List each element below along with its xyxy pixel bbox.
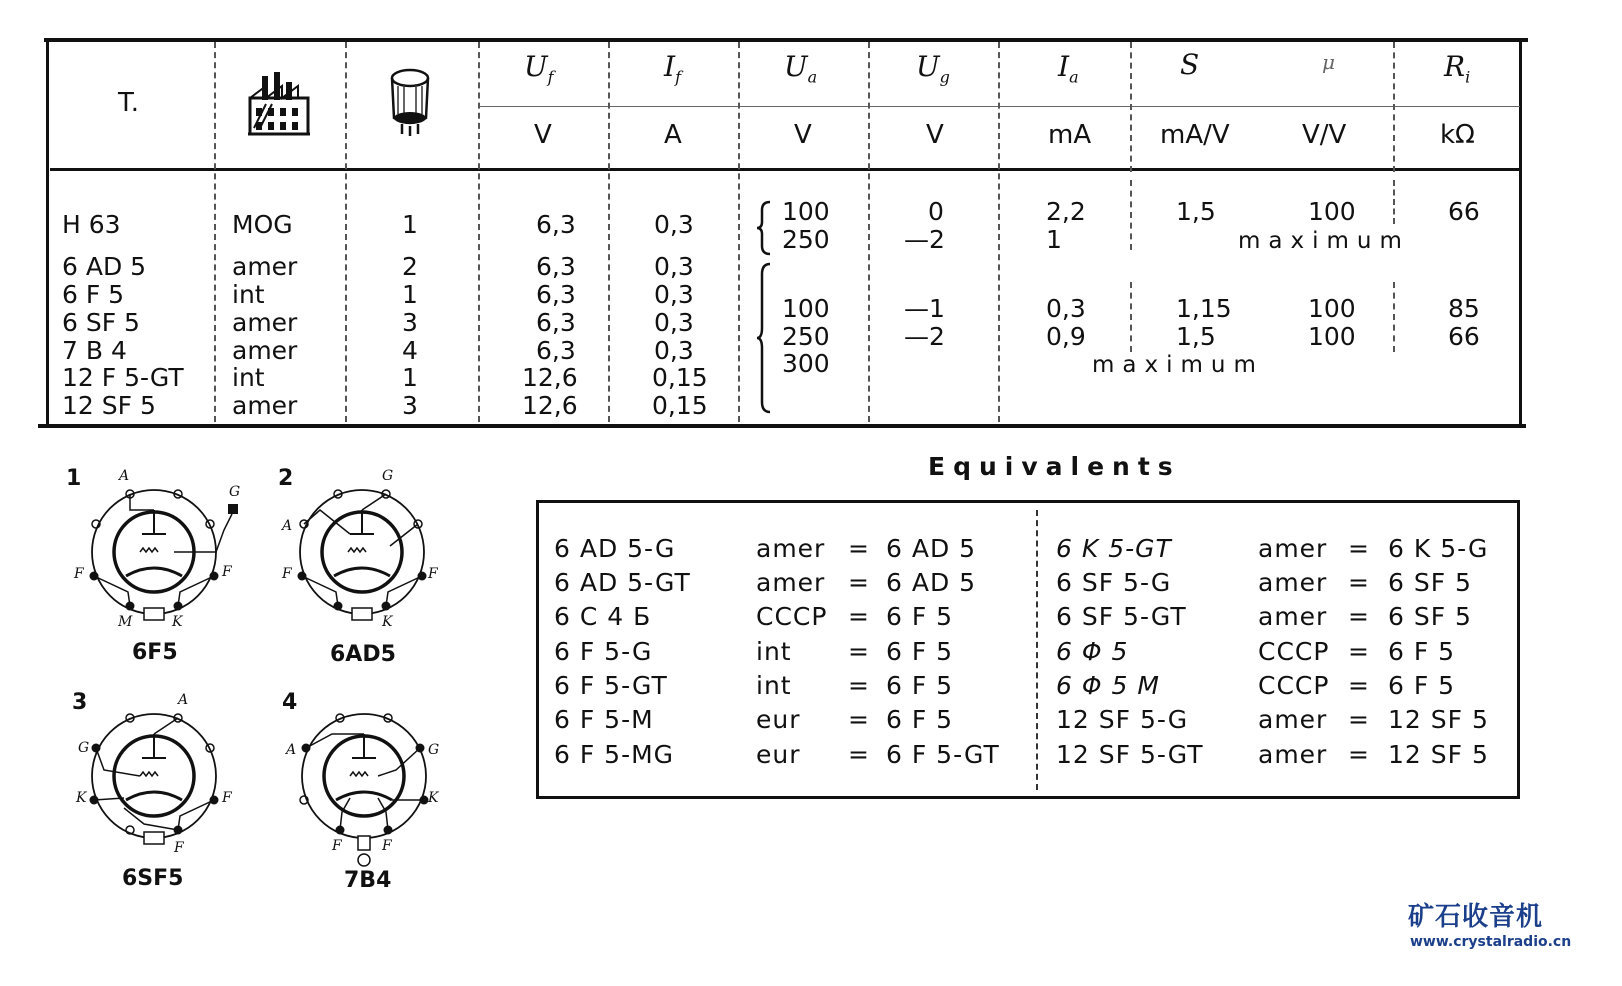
equiv-from: 12 SF 5-GT bbox=[1056, 740, 1204, 769]
pin-label: K bbox=[382, 614, 393, 630]
cell-uf: 12,6 bbox=[522, 363, 578, 392]
equiv-origin: int bbox=[756, 637, 792, 666]
equiv-to: 12 SF 5 bbox=[1388, 705, 1489, 734]
op1-ug-2: —2 bbox=[904, 225, 945, 254]
pin-label: F bbox=[282, 566, 292, 582]
col-divider bbox=[608, 42, 610, 422]
pin-label: F bbox=[428, 566, 438, 582]
header-type-label: T. bbox=[118, 88, 140, 118]
equiv-right-border bbox=[1517, 502, 1520, 798]
header-symbol-uf: $U_f$ bbox=[524, 50, 554, 87]
equiv-from: 6 AD 5-GT bbox=[554, 568, 691, 597]
equiv-bottom-rule bbox=[536, 796, 1520, 799]
header-symbol-if: $I_f$ bbox=[664, 50, 681, 87]
equiv-to: 6 F 5 bbox=[1388, 671, 1456, 700]
col-divider bbox=[868, 42, 870, 422]
col-divider bbox=[1130, 282, 1132, 352]
col-divider bbox=[738, 42, 740, 422]
diagram-number: 3 bbox=[72, 690, 88, 715]
op1-note: maximum bbox=[1238, 228, 1410, 254]
op2-s-2: 1,5 bbox=[1176, 322, 1216, 351]
equiv-to: 6 K 5-G bbox=[1388, 534, 1489, 563]
cell-base: 1 bbox=[402, 210, 418, 239]
pin-label: K bbox=[76, 790, 87, 806]
diagram-caption: 6F5 bbox=[132, 640, 178, 665]
pin-label: F bbox=[332, 838, 342, 854]
equiv-from: 6 F 5-MG bbox=[554, 740, 675, 769]
factory-icon bbox=[246, 68, 312, 136]
cell-type: H 63 bbox=[62, 210, 121, 239]
diagram-number: 4 bbox=[282, 690, 298, 715]
watermark-url: www.crystalradio.cn bbox=[1410, 934, 1572, 950]
equiv-to: 6 AD 5 bbox=[886, 568, 977, 597]
col-divider bbox=[1393, 180, 1395, 224]
diagram-caption: 7B4 bbox=[344, 868, 392, 893]
equiv-left-border bbox=[536, 502, 539, 798]
equiv-from: 6 Φ 5 bbox=[1056, 637, 1129, 666]
equiv-sign: = bbox=[1348, 705, 1370, 734]
equiv-sign: = bbox=[848, 637, 870, 666]
equiv-origin: amer bbox=[1258, 740, 1328, 769]
equiv-sign: = bbox=[848, 568, 870, 597]
pin-label: A bbox=[282, 518, 293, 534]
op2-ua-2: 250 bbox=[782, 322, 830, 351]
cell-base: 4 bbox=[402, 336, 418, 365]
equiv-sign: = bbox=[848, 534, 870, 563]
equiv-origin: CCCP bbox=[1258, 637, 1330, 666]
equiv-sign: = bbox=[1348, 637, 1370, 666]
equiv-to: 6 AD 5 bbox=[886, 534, 977, 563]
pin-label: A bbox=[119, 468, 130, 484]
op2-note: maximum bbox=[1092, 352, 1264, 378]
cell-base: 2 bbox=[402, 252, 418, 281]
equiv-from: 12 SF 5-G bbox=[1056, 705, 1189, 734]
tube-base-diagram-icon bbox=[290, 480, 440, 630]
brace-group-2 bbox=[756, 262, 772, 414]
equiv-sign: = bbox=[1348, 534, 1370, 563]
pin-label: K bbox=[172, 614, 183, 630]
col-divider bbox=[1130, 42, 1132, 172]
op1-ri-1: 66 bbox=[1448, 197, 1480, 226]
equiv-origin: amer bbox=[1258, 568, 1328, 597]
col-divider bbox=[478, 42, 480, 422]
header-unit-s: mA/V bbox=[1160, 120, 1230, 150]
pin-label: M bbox=[118, 614, 133, 630]
op1-ug-1: 0 bbox=[928, 197, 944, 226]
equiv-from: 6 C 4 Б bbox=[554, 602, 652, 631]
equiv-from: 6 SF 5-GT bbox=[1056, 602, 1187, 631]
cell-origin: amer bbox=[232, 336, 298, 365]
cell-uf: 6,3 bbox=[536, 280, 576, 309]
header-symbol-ug: $U_g$ bbox=[916, 50, 950, 87]
cell-origin: MOG bbox=[232, 210, 293, 239]
diagram-caption: 6AD5 bbox=[330, 642, 396, 667]
col-divider bbox=[214, 42, 216, 422]
cell-type: 6 F 5 bbox=[62, 280, 125, 309]
equiv-from: 6 F 5-GT bbox=[554, 671, 668, 700]
col-divider bbox=[1130, 180, 1132, 250]
cell-origin: amer bbox=[232, 391, 298, 420]
header-unit-uf: V bbox=[534, 120, 552, 150]
op2-ua-1: 100 bbox=[782, 294, 830, 323]
equiv-origin: int bbox=[756, 671, 792, 700]
equiv-to: 6 SF 5 bbox=[1388, 568, 1472, 597]
table-top-rule bbox=[44, 38, 1528, 42]
cell-type: 12 F 5-GT bbox=[62, 363, 184, 392]
header-symbol-s: S bbox=[1180, 48, 1200, 81]
equiv-mid-divider bbox=[1036, 510, 1038, 790]
pin-label: K bbox=[428, 790, 439, 806]
equiv-sign: = bbox=[1348, 568, 1370, 597]
watermark-logo-text: 矿石收音机 bbox=[1408, 902, 1544, 932]
equiv-sign: = bbox=[1348, 740, 1370, 769]
pin-label: A bbox=[178, 692, 189, 708]
cell-type: 6 SF 5 bbox=[62, 308, 140, 337]
pin-label: F bbox=[74, 566, 84, 582]
op2-ri-2: 66 bbox=[1448, 322, 1480, 351]
cell-base: 3 bbox=[402, 391, 418, 420]
header-unit-ri: kΩ bbox=[1440, 120, 1475, 150]
equiv-to: 6 F 5-GT bbox=[886, 740, 1000, 769]
pin-label: F bbox=[382, 838, 392, 854]
pin-label: F bbox=[222, 790, 232, 806]
cell-origin: int bbox=[232, 280, 265, 309]
header-bottom-rule bbox=[50, 168, 1520, 171]
cell-origin: int bbox=[232, 363, 265, 392]
cell-base: 3 bbox=[402, 308, 418, 337]
header-unit-mu: V/V bbox=[1302, 120, 1347, 150]
header-symbol-ua: $U_a$ bbox=[784, 50, 818, 87]
cell-base: 1 bbox=[402, 363, 418, 392]
cell-type: 6 AD 5 bbox=[62, 252, 147, 281]
cell-origin: amer bbox=[232, 252, 298, 281]
cell-uf: 6,3 bbox=[536, 252, 576, 281]
col-divider bbox=[1393, 42, 1395, 172]
op2-ri-1: 85 bbox=[1448, 294, 1480, 323]
equiv-to: 6 F 5 bbox=[886, 637, 954, 666]
tube-base-diagram-icon bbox=[84, 704, 234, 854]
cell-uf: 12,6 bbox=[522, 391, 578, 420]
header-symbol-ia: $I_a$ bbox=[1058, 50, 1079, 87]
equiv-origin: CCCP bbox=[1258, 671, 1330, 700]
equiv-to: 6 SF 5 bbox=[1388, 602, 1472, 631]
cell-if: 0,3 bbox=[654, 336, 694, 365]
equiv-sign: = bbox=[848, 705, 870, 734]
equiv-origin: amer bbox=[1258, 534, 1328, 563]
op1-s-1: 1,5 bbox=[1176, 197, 1216, 226]
equiv-origin: amer bbox=[1258, 705, 1328, 734]
cell-uf: 6,3 bbox=[536, 308, 576, 337]
header-unit-if: A bbox=[664, 120, 682, 150]
pin-label: G bbox=[428, 742, 440, 758]
tube-base-diagram-icon bbox=[292, 704, 442, 874]
equiv-to: 6 F 5 bbox=[886, 602, 954, 631]
equiv-sign: = bbox=[848, 671, 870, 700]
equiv-from: 6 F 5-G bbox=[554, 637, 653, 666]
equiv-to: 6 F 5 bbox=[886, 705, 954, 734]
equiv-to: 6 F 5 bbox=[1388, 637, 1456, 666]
diagram-number: 1 bbox=[66, 466, 82, 491]
cell-uf: 6,3 bbox=[536, 336, 576, 365]
equiv-from: 6 F 5-M bbox=[554, 705, 654, 734]
op2-ia-1: 0,3 bbox=[1046, 294, 1086, 323]
op2-ia-2: 0,9 bbox=[1046, 322, 1086, 351]
cell-type: 12 SF 5 bbox=[62, 391, 156, 420]
col-divider bbox=[1393, 282, 1395, 352]
header-symbol-ri: $R_i$ bbox=[1444, 50, 1471, 87]
equiv-origin: eur bbox=[756, 705, 801, 734]
cell-base: 1 bbox=[402, 280, 418, 309]
header-unit-ia: mA bbox=[1048, 120, 1092, 150]
header-symbol-mu: μ bbox=[1322, 50, 1335, 74]
op1-ua-1: 100 bbox=[782, 197, 830, 226]
tube-base-icon bbox=[386, 66, 434, 138]
table-bottom-rule bbox=[38, 424, 1526, 428]
op1-mu-1: 100 bbox=[1308, 197, 1356, 226]
header-unit-ug: V bbox=[926, 120, 944, 150]
equiv-sign: = bbox=[848, 602, 870, 631]
pin-label: G bbox=[78, 740, 90, 756]
header-unit-ua: V bbox=[794, 120, 812, 150]
equiv-to: 12 SF 5 bbox=[1388, 740, 1489, 769]
pin-label: F bbox=[222, 564, 232, 580]
table-left-border bbox=[46, 40, 49, 426]
col-divider bbox=[998, 42, 1000, 422]
table-right-border bbox=[1519, 40, 1522, 426]
equiv-origin: CCCP bbox=[756, 602, 828, 631]
equiv-origin: amer bbox=[1258, 602, 1328, 631]
equiv-origin: amer bbox=[756, 534, 826, 563]
cell-if: 0,3 bbox=[654, 210, 694, 239]
cell-if: 0,3 bbox=[654, 252, 694, 281]
pin-label: A bbox=[286, 742, 297, 758]
cell-uf: 6,3 bbox=[536, 210, 576, 239]
pin-label: G bbox=[382, 468, 394, 484]
cell-if: 0,3 bbox=[654, 280, 694, 309]
equiv-from: 6 Φ 5 M bbox=[1056, 671, 1160, 700]
cell-origin: amer bbox=[232, 308, 298, 337]
equiv-from: 6 SF 5-G bbox=[1056, 568, 1172, 597]
pin-label: G bbox=[229, 484, 241, 500]
cell-if: 0,15 bbox=[652, 391, 708, 420]
op1-ia-2: 1 bbox=[1046, 225, 1062, 254]
equivalents-title: Equivalents bbox=[928, 452, 1181, 481]
equiv-sign: = bbox=[1348, 671, 1370, 700]
op1-ua-2: 250 bbox=[782, 225, 830, 254]
equiv-origin: amer bbox=[756, 568, 826, 597]
tube-base-diagram-icon bbox=[84, 480, 254, 630]
equiv-from: 6 AD 5-G bbox=[554, 534, 676, 563]
op2-mu-1: 100 bbox=[1308, 294, 1356, 323]
equiv-top-rule bbox=[536, 500, 1520, 503]
equiv-sign: = bbox=[848, 740, 870, 769]
equiv-to: 6 F 5 bbox=[886, 671, 954, 700]
pin-label: F bbox=[174, 840, 184, 856]
op2-ug-2: —2 bbox=[904, 322, 945, 351]
cell-type: 7 B 4 bbox=[62, 336, 127, 365]
col-divider bbox=[345, 42, 347, 422]
diagram-number: 2 bbox=[278, 466, 294, 491]
cell-if: 0,3 bbox=[654, 308, 694, 337]
equiv-sign: = bbox=[1348, 602, 1370, 631]
op2-ua-3: 300 bbox=[782, 349, 830, 378]
equiv-from: 6 K 5-GT bbox=[1056, 534, 1172, 563]
op2-mu-2: 100 bbox=[1308, 322, 1356, 351]
cell-if: 0,15 bbox=[652, 363, 708, 392]
op2-s-1: 1,15 bbox=[1176, 294, 1232, 323]
brace-group-1 bbox=[756, 200, 772, 256]
diagram-caption: 6SF5 bbox=[122, 866, 184, 891]
op2-ug-1: —1 bbox=[904, 294, 945, 323]
op1-ia-1: 2,2 bbox=[1046, 197, 1086, 226]
equiv-origin: eur bbox=[756, 740, 801, 769]
header-mid-rule bbox=[480, 106, 1520, 107]
